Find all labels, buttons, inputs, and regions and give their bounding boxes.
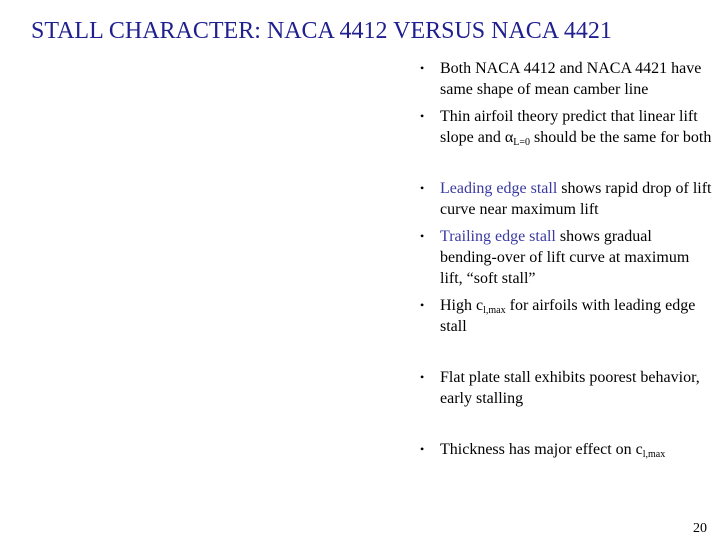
text-segment: shows gradual bending-over of lift curve at maximum lift, “soft stall” xyxy=(440,228,690,287)
text-segment: High c xyxy=(440,297,484,314)
bullet-item xyxy=(412,58,712,100)
bullet-list xyxy=(412,58,712,460)
bullet-icon: • xyxy=(420,370,425,384)
highlighted-term: Leading edge stall xyxy=(440,180,558,197)
bullet-text: Flat plate stall exhibits poorest behavior, early stalling xyxy=(440,369,700,407)
bullet-icon: • xyxy=(420,109,425,123)
highlighted-term: Trailing edge stall xyxy=(440,228,556,245)
bullet-text xyxy=(440,178,712,220)
bullet-text: Both NACA 4412 and NACA 4421 have same shape of mean camber line xyxy=(440,60,702,98)
bullet-icon: • xyxy=(420,181,425,195)
text-segment: shows rapid drop of lift curve near maximum lift xyxy=(440,180,712,218)
text-segment: should be the same for both xyxy=(530,129,712,146)
bullet-item xyxy=(412,295,712,337)
subscript: l,max xyxy=(642,449,666,460)
bullet-icon: • xyxy=(420,61,425,75)
subscript: l,max xyxy=(483,305,506,316)
page-number: 20 xyxy=(693,521,707,536)
alpha-symbol: α xyxy=(504,129,514,146)
bullet-item xyxy=(412,178,712,220)
bullet-text xyxy=(440,439,712,460)
bullet-text xyxy=(440,295,712,337)
bullet-item xyxy=(412,367,712,409)
bullet-item xyxy=(412,439,712,460)
text-segment: for airfoils with leading edge stall xyxy=(440,297,696,335)
bullet-icon: • xyxy=(420,442,425,456)
subscript: L=0 xyxy=(513,137,531,148)
bullet-item xyxy=(412,226,712,289)
text-segment: Thickness has major effect on c xyxy=(440,441,643,458)
bullet-item xyxy=(412,106,712,148)
bullet-text xyxy=(440,106,712,148)
text-segment: Thin airfoil theory predict that linear lift slope and xyxy=(440,108,698,146)
page-title: STALL CHARACTER: NACA 4412 VERSUS NACA 4421 xyxy=(31,18,612,44)
bullet-icon: • xyxy=(420,298,425,312)
bullet-icon: • xyxy=(420,229,425,243)
bullet-text xyxy=(440,226,712,289)
